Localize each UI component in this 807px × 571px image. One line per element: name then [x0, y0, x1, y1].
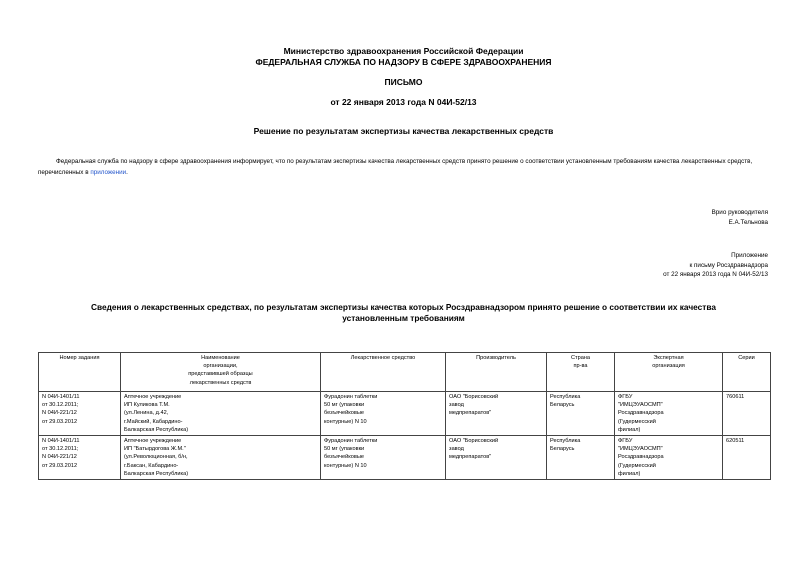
signature-block: [712, 208, 768, 227]
table-row: [39, 392, 771, 436]
appendix-ref-line3: от 22 января 2013 года N 04И-52/13: [663, 271, 768, 278]
cell-task-number: N 04И-1401/11 от 30.12.2011; N 04И-221/12 от 29.03.2012: [39, 392, 121, 436]
body-text-end: .: [126, 168, 128, 176]
document-type: ПИСЬМО: [384, 77, 423, 87]
header-medicine: Лекарственное средство: [321, 353, 446, 392]
cell-series: 760611: [723, 392, 771, 436]
cell-task-number: N 04И-1401/11 от 30.12.2011; N 04И-221/12 от 29.03.2012: [39, 436, 121, 480]
document-date: от 22 января 2013 года N 04И-52/13: [330, 97, 477, 107]
cell-medicine: Фурадонин таблетки 50 мг (упаковки безъячейковые контурные) N 10: [321, 392, 446, 436]
appendix-ref-line1: Приложение: [731, 252, 768, 259]
cell-country: Республика Беларусь: [547, 392, 615, 436]
cell-organization: Аптечное учреждение ИП Куликова Т.М. (ул.Ленина, д.42, г.Майский, Кабардино- Балкарская Республика): [121, 392, 321, 436]
cell-expert-organization: ФГБУ "ИМЦЭУАОСМП" Росздравнадзора (Гудермесский филиал): [615, 392, 723, 436]
ministry-title: Министерство здравоохранения Российской Федерации: [283, 46, 524, 56]
cell-manufacturer: ОАО "Борисовский завод медпрепаратов": [446, 436, 547, 480]
appendix-link[interactable]: приложении: [90, 168, 127, 176]
header-task-number: Номер задания: [39, 353, 121, 392]
cell-series: 620511: [723, 436, 771, 480]
body-text: Федеральная служба по надзору в сфере здравоохранения информирует, что по результатам экспертизы качества лекарственных средств принято решение о соответствии установленным требованиям качества лекарственных средств, перечисленных в: [38, 158, 753, 176]
document-subject: Решение по результатам экспертизы качества лекарственных средств: [253, 126, 554, 136]
header-manufacturer: Производитель: [446, 353, 547, 392]
header-organization: Наименование организации, представившей образцы лекарственных средств: [121, 353, 321, 392]
header-country: Страна пр-ва: [547, 353, 615, 392]
signer-name: Е.А.Тельнова: [728, 218, 768, 226]
header-expert-organization: Экспертная организация: [615, 353, 723, 392]
medicines-table: [38, 352, 771, 480]
cell-medicine: Фурадонин таблетки 50 мг (упаковки безъячейковые контурные) N 10: [321, 436, 446, 480]
table-header-row: [39, 353, 771, 392]
signer-position: Врио руководителя: [711, 209, 768, 216]
appendix-ref-line2: к письму Росздравнадзора: [689, 261, 768, 269]
appendix-title: Сведения о лекарственных средствах, по результатам экспертизы качества которых Росздравнадзором принято решение о соответствии их качества установленным требованиям: [91, 302, 716, 323]
cell-organization: Аптечное учреждение ИП "Батырдогова Ж.М." (ул.Революционная, б/н, г.Баксан, Кабардино- Балкарская Республика): [121, 436, 321, 480]
body-paragraph: [38, 157, 778, 178]
cell-manufacturer: ОАО "Борисовский завод медпрепаратов": [446, 392, 547, 436]
cell-country: Республика Беларусь: [547, 436, 615, 480]
appendix-reference: [663, 251, 768, 280]
service-title: ФЕДЕРАЛЬНАЯ СЛУЖБА ПО НАДЗОРУ В СФЕРЕ ЗДРАВООХРАНЕНИЯ: [255, 57, 552, 67]
header-series: Серии: [723, 353, 771, 392]
table-row: [39, 436, 771, 480]
cell-expert-organization: ФГБУ "ИМЦЭУАОСМП" Росздравнадзора (Гудермесский филиал): [615, 436, 723, 480]
